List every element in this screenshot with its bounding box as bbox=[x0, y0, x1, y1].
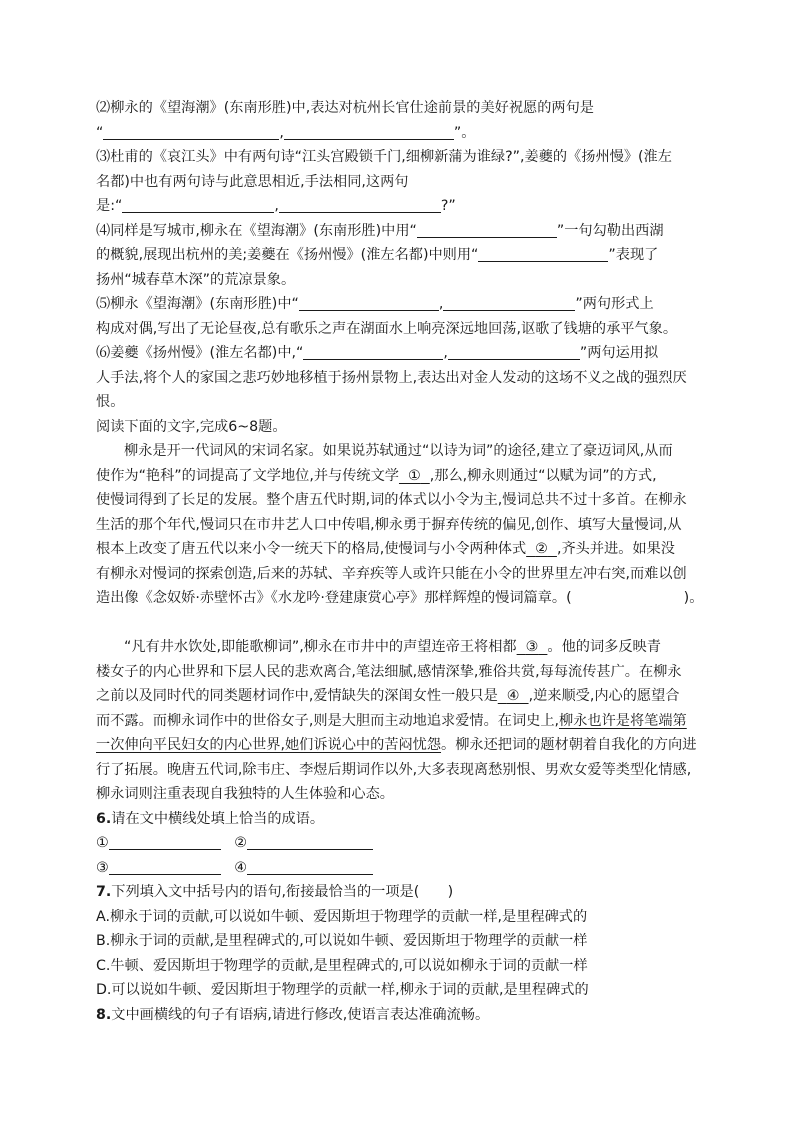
passage2-line bbox=[96, 758, 716, 783]
q3-prefix: 是:“ bbox=[96, 198, 123, 214]
q4-text: ”一句勾勒出西湖 bbox=[556, 222, 664, 239]
option-c[interactable] bbox=[96, 954, 716, 979]
option-text: C.牛顿、爱因斯坦于物理学的贡献,是里程碑式的,可以说如柳永于词的贡献一样 bbox=[96, 957, 588, 974]
q6-task bbox=[96, 807, 716, 832]
underlined-sentence: 柳永也许是将笔端第 bbox=[559, 712, 687, 729]
blank-number: ② bbox=[535, 541, 548, 557]
question-text: 文中画横线的句子有语病,请进行修改,使语言表达准确流畅。 bbox=[111, 1006, 490, 1023]
passage-text: 楼女子的内心世界和下层人民的悲欢离合,笔法细腻,感情深挚,雅俗共赏,每每流传甚广。在柳永 bbox=[96, 663, 682, 680]
q6-answer-row bbox=[96, 831, 716, 856]
passage-text: 造出像《念奴娇·赤壁怀古》《水龙吟·登建康赏心亭》那样辉煌的慢词篇章。( bbox=[96, 590, 572, 606]
answer-blank[interactable] bbox=[448, 343, 580, 360]
passage1-line bbox=[96, 513, 716, 538]
q3-line2 bbox=[96, 170, 716, 195]
option-d[interactable] bbox=[96, 978, 716, 1003]
q3-line3 bbox=[96, 194, 716, 219]
option-text: D.可以说如牛顿、爱因斯坦于物理学的贡献一样,柳永于词的贡献,是里程碑式的 bbox=[96, 982, 589, 998]
q6-text: ”两句运用拟 bbox=[579, 345, 659, 361]
blank-marker-4[interactable] bbox=[498, 688, 529, 704]
blank-number: ① bbox=[408, 467, 421, 484]
passage1-line bbox=[96, 488, 716, 513]
answer-blank[interactable] bbox=[279, 196, 441, 213]
quote-close: ?” bbox=[440, 198, 456, 214]
passage-text: 行了拓展。晚唐五代词,除韦庄、李煜后期词作以外,大多表现离愁别恨、男欢女爱等类型化情感, bbox=[96, 761, 692, 778]
q2-line1 bbox=[96, 96, 716, 121]
passage-text: “凡有井水饮处,即能歌柳词”,柳永在市井中的声望连帝王将相都 bbox=[124, 639, 517, 655]
q5-text: ⑸柳永《望海潮》(东南形胜)中“ bbox=[96, 296, 299, 312]
q3-text: ⑶杜甫的《哀江头》中有两句诗“江头宫殿锁千门,细柳新蒲为谁绿?”,姜夔的《扬州慢》(淮左 bbox=[96, 149, 672, 165]
q6-line1 bbox=[96, 341, 716, 366]
passage1-line bbox=[96, 464, 716, 489]
answer-blank[interactable] bbox=[443, 294, 575, 311]
q7-task bbox=[96, 880, 716, 905]
answer-marker: ③ bbox=[96, 859, 109, 876]
comma: , bbox=[438, 296, 444, 312]
passage-text: 。他的词多反映青 bbox=[547, 639, 661, 655]
q4-text: 扬州“城春草木深”的荒凉景象。 bbox=[96, 271, 296, 288]
passage1-line bbox=[96, 562, 716, 587]
question-text: 下列填入文中括号内的语句,衔接最恰当的一项是( ) bbox=[111, 884, 454, 900]
passage-text: ,逆来顺受,内心的愿望合 bbox=[528, 688, 680, 704]
answer-marker: ② bbox=[234, 835, 247, 851]
q4-text: ⑷同样是写城市,柳永在《望海潮》(东南形胜)中用“ bbox=[96, 222, 417, 239]
comma: , bbox=[279, 124, 284, 141]
passage-text: 生活的那个年代,慢词只在市井艺人口中传唱,柳永勇于摒弃传统的偏见,创作、填写大量慢词,从 bbox=[96, 516, 682, 533]
answer-blank[interactable] bbox=[303, 343, 443, 360]
question-number: 6. bbox=[96, 810, 112, 827]
answer-blank-4[interactable] bbox=[247, 858, 373, 875]
passage2-line bbox=[96, 733, 716, 758]
q6-line2 bbox=[96, 366, 716, 391]
passage2-line bbox=[96, 782, 716, 807]
passage-text: 。柳永还把词的题材朝着自我化的方向进 bbox=[441, 737, 697, 753]
passage2-line bbox=[96, 635, 716, 660]
q2-text: ⑵柳永的《望海潮》(东南形胜)中,表达对杭州长官仕途前景的美好祝愿的两句是 bbox=[96, 100, 594, 116]
underlined-sentence: 一次伸向平民妇女的内心世界,她们诉说心中的苦闷忧怨 bbox=[96, 737, 442, 753]
q4-line2 bbox=[96, 243, 716, 268]
q5-line2 bbox=[96, 317, 716, 342]
q8-task bbox=[96, 1003, 716, 1028]
passage-text: 使慢词得到了长足的发展。整个唐五代时期,词的体式以小令为主,慢词总共不过十多首。在柳永 bbox=[96, 492, 687, 508]
passage2-line bbox=[96, 709, 716, 734]
q6-line3 bbox=[96, 390, 716, 415]
answer-blank[interactable] bbox=[299, 294, 439, 311]
passage2-line bbox=[96, 660, 716, 685]
answer-blank[interactable] bbox=[478, 245, 608, 262]
q6-text: 恨。 bbox=[96, 394, 125, 410]
passage-text: 之前以及同时代的同类题材词作中,爱情缺失的深闺女性一般只是 bbox=[96, 688, 498, 704]
document-page bbox=[96, 96, 716, 1027]
blank-marker-1[interactable] bbox=[399, 468, 430, 484]
question-text: 请在文中横线处填上恰当的成语。 bbox=[111, 810, 325, 827]
answer-blank-2[interactable] bbox=[247, 833, 373, 850]
q6-text: 人手法,将个人的家国之悲巧妙地移植于扬州景物上,表达出对金人发动的这场不义之战的强烈厌 bbox=[96, 369, 687, 386]
passage-text: 有柳永对慢词的探索创造,后来的苏轼、辛弃疾等人或许只能在小令的世界里左冲右突,而难以创 bbox=[96, 565, 687, 582]
reading-intro bbox=[96, 415, 716, 440]
q3-line1 bbox=[96, 145, 716, 170]
passage-text: 柳永词则注重表现自我独特的人生体验和心态。 bbox=[96, 786, 394, 802]
option-b[interactable] bbox=[96, 929, 716, 954]
comma: , bbox=[274, 198, 279, 214]
q4-text: 的概貌,展现出杭州的美;姜夔在《扬州慢》(淮左名都)中则用“ bbox=[96, 247, 479, 263]
passage-text: 使作为“艳科”的词提高了文学地位,并与传统文学 bbox=[96, 467, 399, 484]
q5-text: ”两句形式上 bbox=[575, 296, 654, 312]
blank-number: ④ bbox=[506, 688, 520, 704]
q6-text: ⑹姜夔《扬州慢》(淮左名都)中,“ bbox=[96, 345, 304, 361]
option-a[interactable] bbox=[96, 905, 716, 930]
option-text: B.柳永于词的贡献,是里程碑式的,可以说如牛顿、爱因斯坦于物理学的贡献一样 bbox=[96, 933, 588, 949]
passage-text: ,那么,柳永则通过“以赋为词”的方式, bbox=[429, 467, 657, 484]
answer-blank-1[interactable] bbox=[109, 833, 221, 850]
q5-text: 构成对偶,写出了无论昼夜,总有歌乐之声在湖面水上响亮深远地回荡,讴歌了钱塘的承平气象。 bbox=[96, 320, 678, 337]
answer-blank[interactable] bbox=[103, 123, 279, 140]
q5-line1 bbox=[96, 292, 716, 317]
q6-answer-row bbox=[96, 856, 716, 881]
passage-text: ,齐头并进。如果没 bbox=[556, 541, 675, 557]
spacer bbox=[96, 611, 716, 636]
comma: , bbox=[443, 345, 448, 361]
passage2-line bbox=[96, 684, 716, 709]
blank-marker-3[interactable] bbox=[517, 639, 548, 655]
blank-number: ③ bbox=[525, 639, 539, 655]
passage-text: 柳永是开一代词风的宋词名家。如果说苏轼通过“以诗为词”的途径,建立了豪迈词风,从而 bbox=[124, 443, 673, 459]
passage1-line bbox=[96, 537, 716, 562]
q4-line1 bbox=[96, 219, 716, 244]
passage-text: 而不露。而柳永词作中的世俗女子,则是大胆而主动地追求爱情。在词史上, bbox=[96, 712, 560, 729]
answer-blank[interactable] bbox=[284, 123, 454, 140]
passage-text: 根本上改变了唐五代以来小令一统天下的格局,使慢词与小令两种体式 bbox=[96, 541, 527, 557]
answer-blank[interactable] bbox=[417, 221, 557, 238]
reading-intro-text: 阅读下面的文字,完成6~8题。 bbox=[96, 418, 287, 435]
passage-text: )。 bbox=[683, 590, 704, 606]
answer-blank[interactable] bbox=[122, 196, 274, 213]
q3-text: 名都)中也有两句诗与此意思相近,手法相同,这两句 bbox=[96, 173, 409, 190]
question-number: 7. bbox=[96, 884, 112, 900]
quote-close: ”。 bbox=[453, 124, 476, 141]
answer-blank-3[interactable] bbox=[109, 858, 221, 875]
q4-line3 bbox=[96, 268, 716, 293]
q4-text: ”表现了 bbox=[608, 247, 659, 263]
answer-marker: ④ bbox=[234, 859, 247, 876]
passage1-line bbox=[96, 586, 716, 611]
answer-marker: ① bbox=[96, 835, 109, 851]
passage1-line bbox=[96, 439, 716, 464]
blank-marker-2[interactable] bbox=[526, 541, 557, 557]
quote-open: “ bbox=[96, 124, 104, 141]
question-number: 8. bbox=[96, 1006, 112, 1023]
q2-line2 bbox=[96, 121, 716, 146]
option-text: A.柳永于词的贡献,可以说如牛顿、爱因斯坦于物理学的贡献一样,是里程碑式的 bbox=[96, 908, 588, 925]
